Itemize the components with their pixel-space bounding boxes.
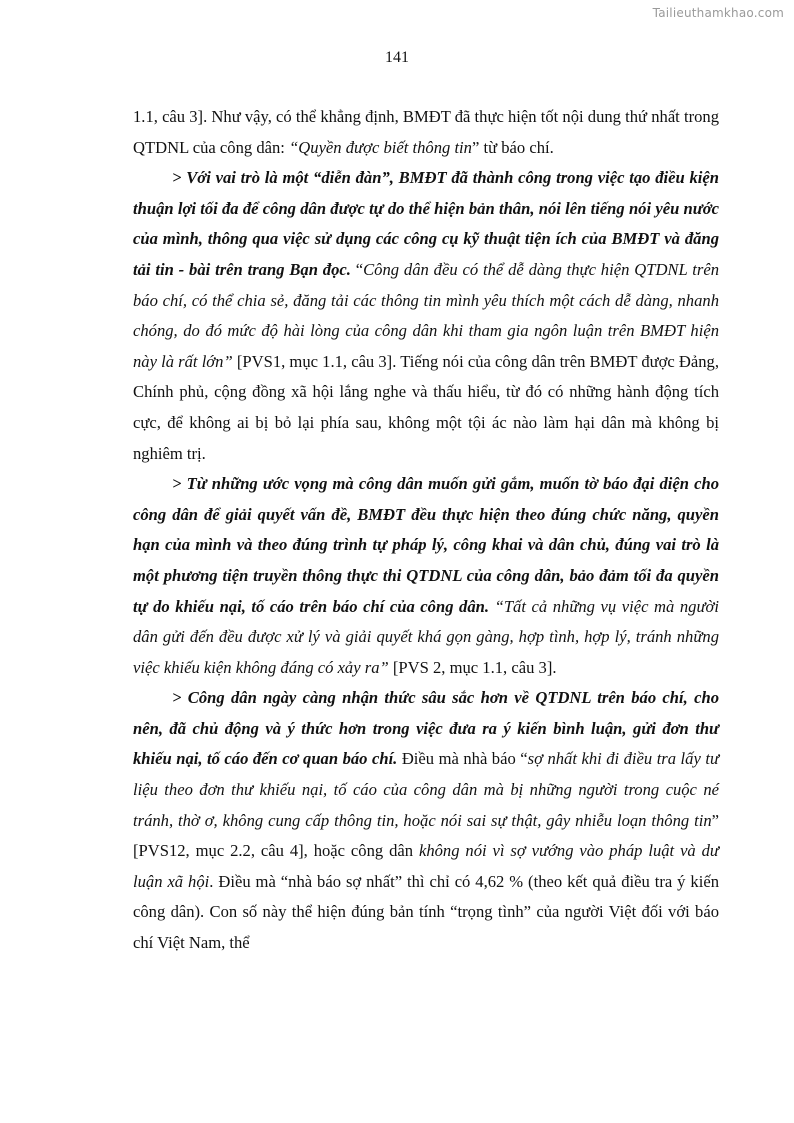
page-number: 141 — [385, 49, 409, 66]
paragraph-3 — [133, 469, 719, 683]
text-run-bold: > Công dân ngày càng nhận thức sâu sắc hơn về QTDNL trên báo chí, cho nên, đã chủ động và ý thức hơn trong việc đưa ra ý kiến bình luận, gửi đơn thư khiếu nại, tố cáo đến cơ quan báo chí. — [133, 688, 719, 769]
text-run-italic: “Tất cả những vụ việc mà người dân gửi đến đều được xử lý và giải quyết khá gọn gàng, hợp tình, hợp lý, tránh những việc khiếu kiện không đáng có xảy ra” — [133, 596, 719, 677]
watermark: Tailieuthamkhao.com — [652, 6, 784, 20]
paragraph-1 — [133, 102, 719, 163]
text-run-italic: không nói vì sợ vướng vào pháp luật và dư luận xã hội — [133, 841, 719, 891]
text-run-italic: Công dân đều có thể dễ dàng thực hiện QTDNL trên báo chí, có thể chia sẻ, đăng tải các thông tin mình yêu thích một cách dễ dàng, nhanh chóng, do đó mức độ hài lòng của công dân khi tham gia ngôn luận trên BMĐT hiện này là rất lớn” — [133, 259, 719, 371]
paragraph-2 — [133, 163, 719, 469]
text-run: [PVS1, mục 1.1, câu 3]. Tiếng nói của công dân trên BMĐT được Đảng, Chính phủ, cộng đồng xã hội lắng nghe và thấu hiểu, từ đó có những hành động tích cực, để không ai bị bỏ lại phía sau, không một tội ác nào làm hại dân mà không bị nghiêm trị. — [133, 351, 719, 463]
text-run: ” từ báo chí. — [471, 137, 554, 157]
document-body — [133, 102, 719, 959]
text-run-bold: > Với vai trò là một “diễn đàn”, BMĐT đã thành công trong việc tạo điều kiện thuận lợi tối đa để công dân được tự do thể hiện bản thân, nói lên tiếng nói yêu nước của mình, thông qua việc sử dụng các công cụ kỹ thuật tiện ích của BMĐT và đăng tải tin - bài trên trang Bạn đọc. — [133, 168, 719, 279]
text-run-italic: sợ nhất khi đi điều tra lấy tư liệu theo đơn thư khiếu nại, tố cáo của công dân mà bị những người trong cuộc né tránh, thờ ơ, không cung cấp thông tin, hoặc nói sai sự thật, gây nhiễu loạn thông tin — [133, 749, 719, 830]
text-run: [PVS 2, mục 1.1, câu 3]. — [388, 657, 557, 677]
text-run-italic: “Quyền được biết thông tin — [289, 137, 472, 157]
text-run: 1.1, câu 3]. Như vậy, có thể khẳng định, BMĐT đã thực hiện tốt nội dung thứ nhất trong QTDNL của công dân: — [133, 107, 719, 157]
text-run: . Điều mà “nhà báo sợ nhất” thì chỉ có 4,62 % (theo kết quả điều tra ý kiến công dân). Con số này thể hiện đúng bản tính “trọng tình” của người Việt đối với báo chí Việt Nam, thể — [133, 871, 719, 953]
paragraph-4 — [133, 683, 719, 958]
text-run: Điều mà nhà báo “ — [397, 749, 528, 769]
text-run: ” [PVS12, mục 2.2, câu 4], hoặc công dân — [133, 810, 719, 861]
text-run-bold: > Từ những ước vọng mà công dân muốn gửi gắm, muốn tờ báo đại diện cho công dân để giải quyết vấn đề, BMĐT đều thực hiện theo đúng chức năng, quyền hạn của mình và theo đúng trình tự pháp lý, công khai và dân chủ, đúng vai trò là một phương tiện truyền thông thực thi QTDNL của công dân, bảo đảm tối đa quyền tự do khiếu nại, tố cáo trên báo chí của công dân. — [133, 474, 719, 616]
text-run: “ — [350, 259, 364, 279]
